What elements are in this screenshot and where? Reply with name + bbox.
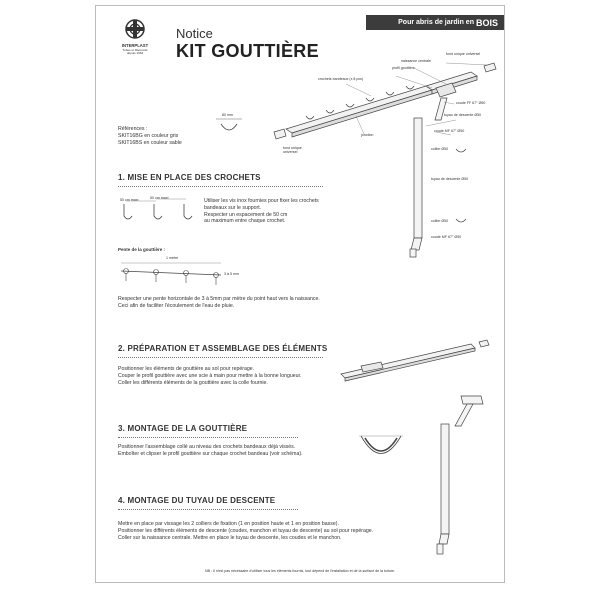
section4-line-1: Mettre en place par vissage les 2 colliers de fixation (1 en position haute et 1 en position basse). [118,521,339,527]
footer-note: NB : Il n'est pas nécessaire d'utiliser tous les éléments fournis, tout dépend de l'installation et de la surface de la toiture. [204,569,396,573]
section2-line-3: Coller les différents éléments de la gouttière avec la colle fournie. [118,379,268,386]
label-coude-mf-1: coude MF 67° Ø50 [434,129,465,133]
section2-divider [118,357,323,358]
notice-label: Notice [176,26,213,41]
label-fond-universel: fond unique universel [446,52,481,56]
slope-line-2: Ceci afin de faciliter l'écoulement de l'eau de pluie. [118,302,235,309]
slope-line-1: Respecter une pente horizontale de 3 à 5mm par mètre du point haut vers la naissance. [118,296,320,302]
section2-line-2: Couper le profil gouttière avec une scie à main pour mettre à la bonne longueur. [118,372,302,379]
slope-title: Pente de la gouttière : [118,247,166,252]
references-block [118,126,182,146]
reference-line-1: SKIT16BG en couleur gris [118,132,179,139]
section1-title: 1. MISE EN PLACE DES CROCHETS [118,173,261,182]
logo-text: INTERPLAST [121,43,149,48]
label-fond-left: fond unique universel [283,146,302,155]
slope-illustration [121,261,241,291]
section3-divider [118,437,298,438]
spacing-label-1: 50 cm maxi [120,198,139,202]
reference-line-2: SKIT16BS en couleur sable [118,139,182,146]
section3-title: 3. MONTAGE DE LA GOUTTIÈRE [118,424,248,433]
label-tuyau-1: tuyau de descente Ø50 [444,113,482,117]
section4-text [118,521,373,541]
page-title: KIT GOUTTIÈRE [176,41,319,61]
label-collier-1: collier Ø50 [431,147,449,151]
section1-line-3: Respecter un espacement de 50 cm [204,211,288,218]
section2-title: 2. PRÉPARATION ET ASSEMBLAGE DES ÉLÉMENTS [118,344,328,353]
section2-text [118,366,301,386]
reference-hook-icon [221,124,237,130]
badge-bold: BOIS [475,17,498,28]
section4-line-2: Positionner les différents éléments de descente (coudes, manchon et tuyau de descente) au sol pour repérage. [118,527,374,534]
section1-line-4: au maximum entre chaque crochet. [204,218,286,225]
logo-tagline: Tubes et Raccords [122,47,148,52]
slope-text [118,296,320,310]
assembly-illustration [341,336,491,376]
label-coude-mf-2: coude MF 67° Ø50 [431,235,462,239]
collars [456,149,466,222]
section2-line-1: Positionner les éléments de gouttière au sol pour repérage. [118,366,255,372]
label-coude-ff: coude FF 67° Ø50 [456,101,486,105]
section1-line-1: Utiliser les vis inox fournies pour fixer les crochets [204,198,319,204]
label-crochets: crochets bandeaux (x 8 pcs) [318,77,364,81]
section4-line-3: Coller sur la naissance centrale. Mettre en place le tuyau de descente, les coudes et le manchon. [118,534,342,541]
downpipe-illustration [431,396,491,566]
badge-prefix: Pour abris de jardin en [398,19,474,26]
references-title: Références : [118,126,148,132]
section4-divider [118,509,298,510]
spacing-label-2: 50 cm maxi [150,196,169,200]
section3-line-1: Positionner l'assemblage collé au niveau des crochets bandeaux déjà vissés. [118,444,296,450]
instruction-sheet [95,5,505,583]
reference-dimension: 80 mm [222,113,233,117]
clip-illustration [351,426,411,471]
section1-line-2: bandeaux sur le support. [204,204,262,211]
section3-line-2: Emboîter et clipser le profil gouttière sur chaque crochet bandeau (voir schéma). [118,450,303,457]
section4-title: 4. MONTAGE DU TUYAU DE DESCENTE [118,496,276,505]
label-jonction: jonction [361,133,374,137]
section1-divider [118,186,323,187]
label-tuyau-2: tuyau de descente Ø50 [431,177,469,181]
section3-text [118,444,303,458]
logo-since: depuis 1964 [126,51,144,56]
label-naissance: naissance centrale [401,59,431,63]
label-profil: profil gouttière [392,66,415,70]
section1-text [204,198,319,225]
slope-height: 3 à 5 mm [224,272,239,276]
label-collier-2: collier Ø50 [431,219,449,223]
slope-length: 1 mètre [166,256,179,260]
